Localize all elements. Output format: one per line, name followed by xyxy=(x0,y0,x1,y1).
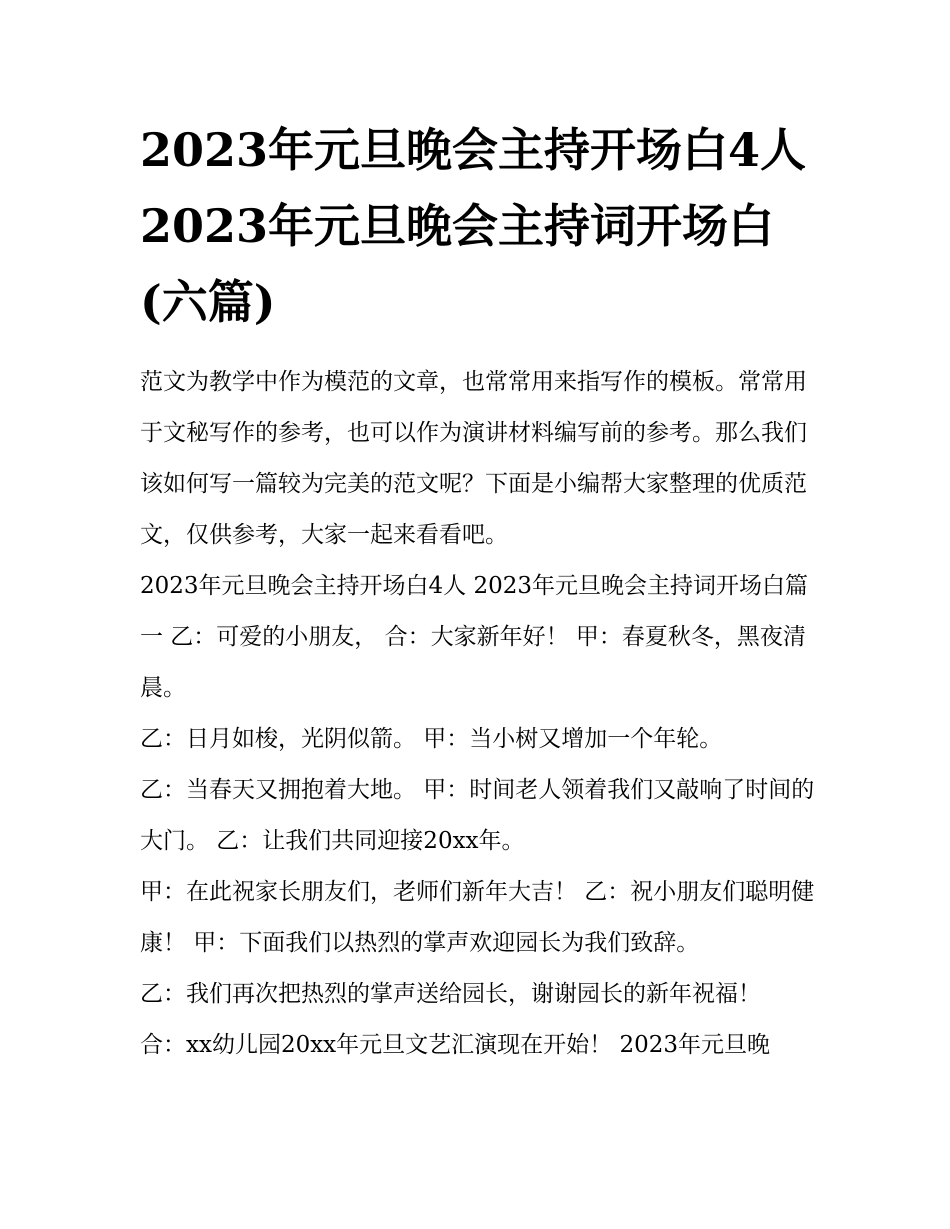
paragraph-dialogue-1: 乙：日月如梭，光阴似箭。 甲：当小树又增加一个年轮。 xyxy=(140,726,723,752)
paragraph-intro: 范文为教学中作为模范的文章，也常常用来指写作的模板。常常用于文秘写作的参考，也可以作为演讲材料编写前的参考。那么我们该如何写一篇较为完美的范文呢？下面是小编帮大家整理的优质范文，仅供参考，大家一起来看看吧。 xyxy=(140,369,807,548)
paragraph-section-1-opening: 2023年元旦晚会主持开场白4人 2023年元旦晚会主持词开场白篇一 乙：可爱的小朋友， 合：大家新年好！ 甲：春夏秋冬，黑夜清晨。 xyxy=(140,573,809,701)
paragraph-dialogue-2: 乙：当春天又拥抱着大地。 甲：时间老人领着我们又敲响了时间的大门。 乙：让我们共同迎接20xx年。 xyxy=(140,777,815,854)
paragraph-dialogue-5: 合：xx幼儿园20xx年元旦文艺汇演现在开始！ 2023年元旦晚 xyxy=(140,1032,770,1058)
paragraph-dialogue-3: 甲：在此祝家长朋友们，老师们新年大吉！ 乙：祝小朋友们聪明健康！ 甲：下面我们以热烈的掌声欢迎园长为我们致辞。 xyxy=(140,879,815,956)
document-title: 2023年元旦晚会主持开场白4人 2023年元旦晚会主持词开场白(六篇) xyxy=(140,123,807,329)
paragraph-dialogue-4: 乙：我们再次把热烈的掌声送给园长，谢谢园长的新年祝福！ xyxy=(140,981,761,1007)
document-body xyxy=(140,357,820,1071)
